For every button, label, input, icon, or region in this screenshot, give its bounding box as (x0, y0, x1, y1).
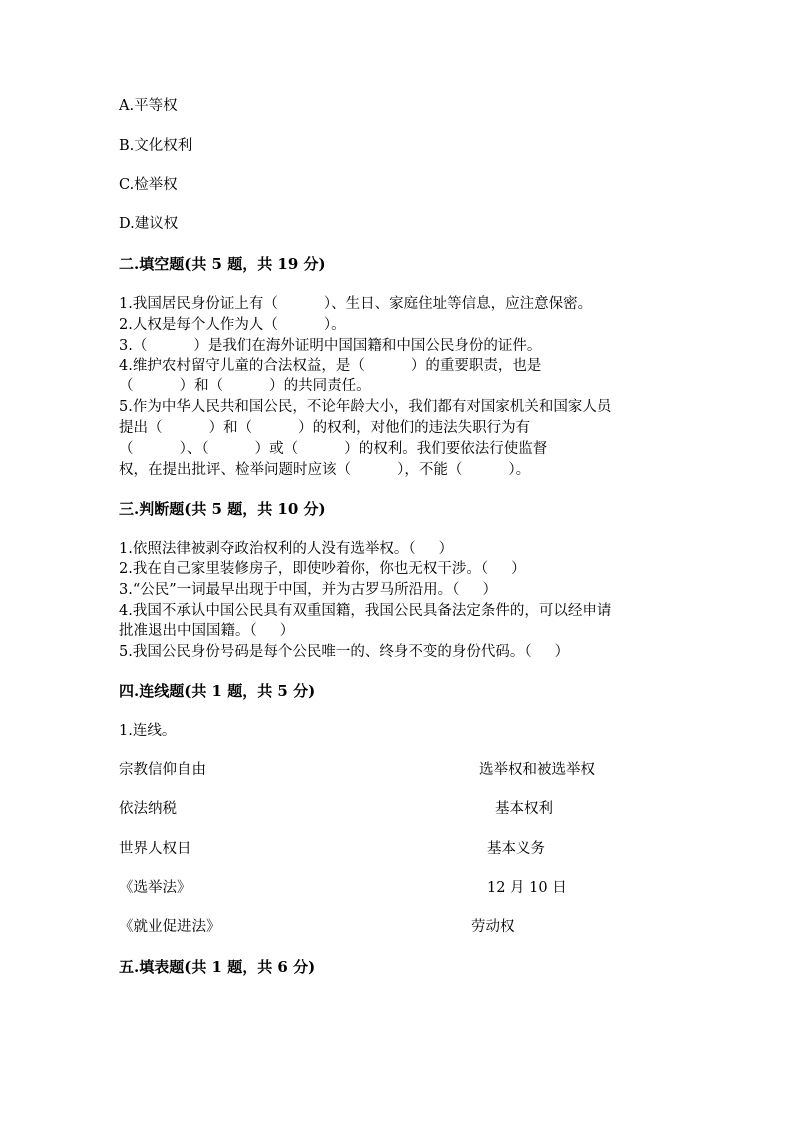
match-right-item: 12 月 10 日 (487, 880, 567, 896)
question-line: 权，在提出批评、检举问题时应该（ ），不能（ ）。 (119, 462, 531, 478)
match-left-item: 《选举法》 (119, 880, 192, 896)
section-heading-table: 五.填表题(共 1 题，共 6 分) (119, 958, 316, 976)
match-right-item: 基本权利 (495, 801, 553, 817)
question-line: 提出（ ）和（ ）的权利，对他们的违法失职行为有 (119, 420, 531, 436)
question-line: 5.作为中华人民共和国公民，不论年龄大小，我们都有对国家机关和国家人员 (119, 399, 612, 415)
section-heading-match: 四.连线题(共 1 题，共 5 分) (119, 682, 316, 700)
question-line: 1.依照法律被剥夺政治权利的人没有选举权。（ ） (119, 541, 454, 557)
option-b: B.文化权利 (119, 138, 193, 154)
question-line: 4.维护农村留守儿童的合法权益，是（ ）的重要职责，也是 (119, 358, 542, 374)
question-line: 5.我国公民身份号码是每个公民唯一的、终身不变的身份代码。（ ） (119, 644, 570, 660)
question-line: 2.人权是每个人作为人（ ）。 (119, 317, 346, 333)
match-left-item: 宗教信仰自由 (119, 762, 206, 778)
question-line: 批准退出中国国籍。（ ） (119, 623, 295, 639)
match-right-item: 选举权和被选举权 (479, 762, 595, 778)
option-d: D.建议权 (119, 216, 179, 232)
match-right-item: 基本义务 (487, 841, 545, 857)
question-line: 3.（ ）是我们在海外证明中国国籍和中国公民身份的证件。 (119, 338, 542, 354)
question-line: 1.我国居民身份证上有（ ）、生日、家庭住址等信息，应注意保密。 (119, 296, 593, 312)
match-right-item: 劳动权 (471, 919, 515, 935)
question-line: 2.我在自己家里装修房子，即使吵着你，你也无权干涉。（ ） (119, 561, 526, 577)
question-line: （ ）、（ ）或（ ）的权利。我们要依法行使监督 (119, 441, 548, 457)
match-left-item: 世界人权日 (119, 841, 192, 857)
match-instruction: 1.连线。 (119, 723, 177, 739)
option-a: A.平等权 (119, 98, 178, 114)
match-left-item: 依法纳税 (119, 801, 177, 817)
section-heading-judge: 三.判断题(共 5 题，共 10 分) (119, 500, 326, 518)
question-line: （ ）和（ ）的共同责任。 (119, 378, 371, 394)
question-line: 3.“公民”一词最早出现于中国，并为古罗马所沿用。（ ） (119, 582, 497, 598)
match-left-item: 《就业促进法》 (119, 919, 221, 935)
option-c: C.检举权 (119, 177, 178, 193)
question-line: 4.我国不承认中国公民具有双重国籍，我国公民具备法定条件的，可以经申请 (119, 603, 612, 619)
section-heading-fill-blank: 二.填空题(共 5 题，共 19 分) (119, 255, 326, 273)
